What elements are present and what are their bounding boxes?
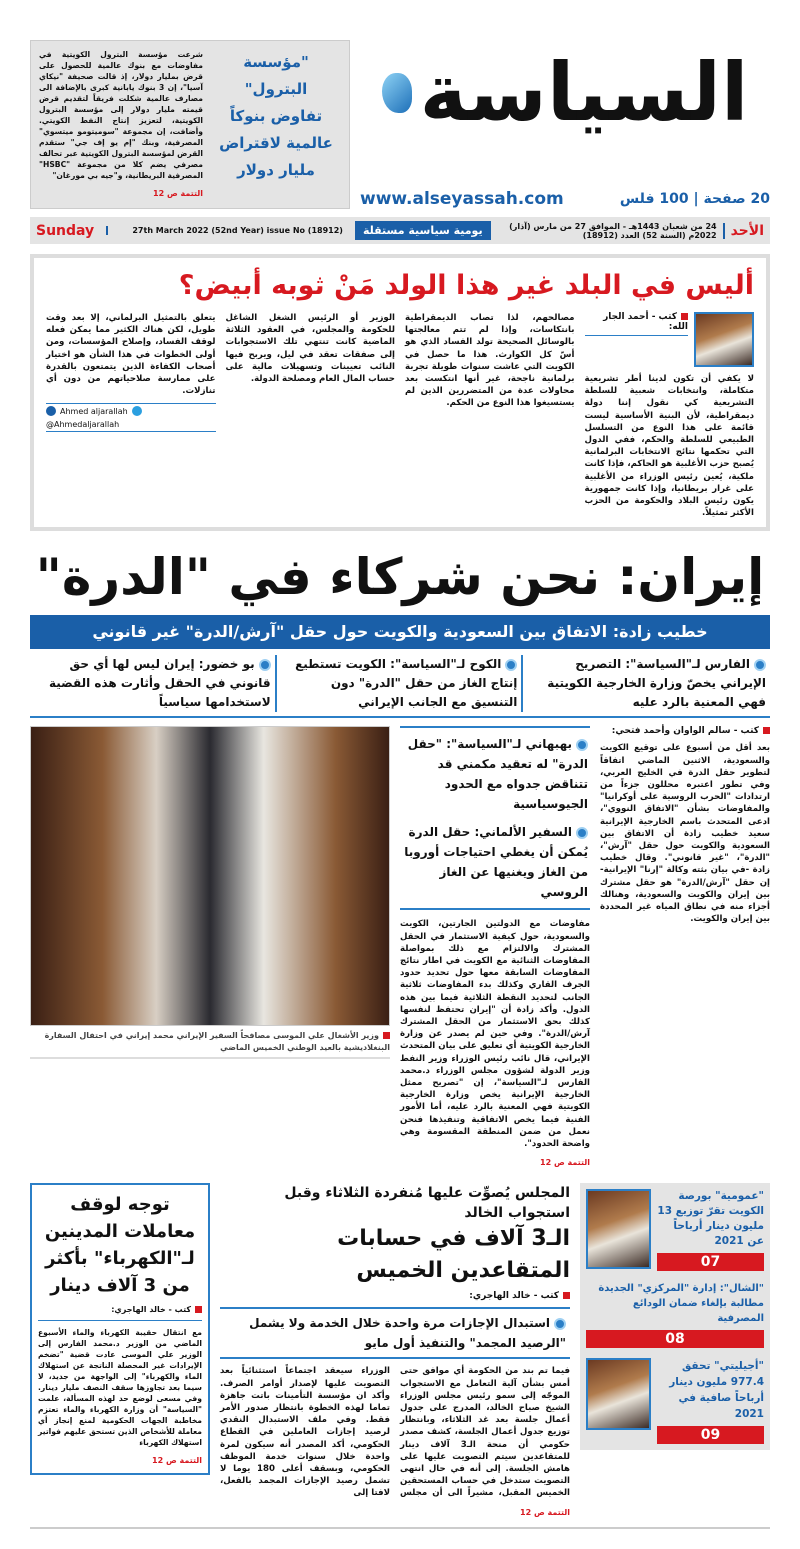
index-box — [580, 1183, 770, 1450]
editorial-columns — [46, 312, 754, 519]
teaser-headline[interactable] — [211, 49, 341, 200]
day-ar: الأحد — [723, 223, 770, 239]
subhead-3[interactable] — [30, 655, 277, 712]
logo-bird-icon — [382, 73, 412, 113]
date-en: 27th March 2022 (52nd Year) issue No (18912) — [106, 226, 349, 235]
main-continued[interactable] — [400, 1150, 590, 1169]
facebook-handle[interactable]: Ahmed aljarallah — [60, 406, 128, 416]
subhead-text: بو خضور: إيران ليس لها أي حق قانوني في الحقل وأثارت هذه القضية لاستخدامها سياسياً — [48, 657, 271, 710]
index-entry-1-text — [657, 1189, 764, 1271]
dateline-bar — [30, 217, 770, 244]
social-links — [46, 403, 216, 432]
facebook-icon — [46, 406, 56, 416]
bottom-continued[interactable] — [220, 1500, 570, 1519]
editorial-headline[interactable]: أليس في البلد غير هذا الولد مَنْ ثوبه أبيض؟ — [178, 270, 754, 301]
teaser-line: تفاوض بنوكاً — [229, 107, 323, 125]
day-en: Sunday — [36, 222, 95, 239]
subhead-1[interactable] — [523, 655, 770, 712]
index-item-2[interactable]: "الشال": إدارة "المركزي" الجديدة مطالبة بإلغاء ضمان الودائع المصرفية — [598, 1283, 764, 1325]
index-item-1[interactable]: "عمومية" بورصة الكويت تقرّ توزيع 13 مليون دينار أرباحاً عن 2021 — [657, 1190, 764, 1248]
index-entry-2 — [586, 1281, 764, 1348]
masthead — [30, 40, 770, 209]
editorial-col-4: يتعلق بالتمثيل البرلماني، إلا بعد وقت طويل، لكن هناك الكثير مما يمكن فعله لوقف الفساد، وإصلاح المؤسسات، ومن أولى الخطوات في هذا الشأن هو اختيار أصحاب الكفاءة الذين يتمتعون بالقدرة على ممارسة صلاحياتهم من دون أي تنازلات. — [46, 313, 216, 397]
inset-text: السفير الألماني: حقل الدرة يُمكن أن يغطي احتياجات أوروبا من الغاز ويغنيها عن الغاز الروسي — [404, 825, 588, 900]
twitter-icon — [132, 406, 142, 416]
twitter-handle[interactable]: @Ahmedaljarallah — [46, 420, 120, 430]
bottom-byline — [220, 1291, 570, 1301]
main-inset-box — [400, 726, 590, 910]
subhead-2[interactable] — [277, 655, 524, 712]
bottom-rule — [30, 1527, 770, 1529]
teaser-line: "مؤسسة البترول" — [243, 53, 309, 98]
main-col-mid-wrap — [400, 726, 590, 1169]
index-page-3[interactable]: 09 — [657, 1426, 764, 1444]
globe-icon — [259, 659, 271, 671]
bottom-col-left: فيما تم بند من الحكومة أي موافق حتى أمس بشأن آلية التعامل مع الاستجواب الموجّه إلى سمو رئيس مجلس الوزراء الشيخ صباح الخالد، المدرج على جدول أعمال جلسة بعد غد الثلاثاء، وبانتظار توزيع جدول أعمال الجلسة، كشف مصدر حكومي أن منحة الـ3 آلاف دينار للمتقاعدين سيتم التصويت عليها على هامش الجلسة. إلى أنه في حال انتهى التصويت ستدخل في حساب المستحقين الخميس المقبل، مشيراً الى أن مجلس الوزراء سيعقد اجتماعاً استثنائياً بعد التصويت عليها لإصدار أوامر الصرف. وأكد ان مؤسسة التأمينات باتت جاهزة تماما لهذه الخطوة بانتظار صدور الأمر فقط. وفي ملف الاستبدال النقدي لرصيد إجازات العاملين في القطاع الحكومي، أكد المصدر أنه سيكون لمرة واحدة خلال سنوات خدمة الموظف الحكومي، وبسقف أعلى 180 يوما لا تشمل رصيد الإجازات المجمد بالفعل، لافتا إلى — [220, 1366, 570, 1499]
editorial-col-4-wrap — [46, 312, 216, 519]
inset-text: بهبهاني لـ"السياسة": "حقل الدرة" له تعقيد مكمني قد تتناقض جدواه مع الحدود الجيوسياسية — [407, 737, 588, 812]
editorial-box — [30, 254, 770, 531]
index-page-2[interactable]: 08 — [586, 1330, 764, 1348]
main-photo-wrap — [30, 726, 390, 1169]
bottom-story — [220, 1183, 570, 1518]
website[interactable]: www.alseyassah.com — [360, 189, 564, 209]
globe-icon — [576, 739, 588, 751]
editorial-author — [585, 312, 755, 367]
main-byline — [600, 726, 770, 736]
bottom-kicker[interactable]: المجلس يُصوِّت عليها مُنفردة الثلاثاء وقبل استجواب الخالد — [284, 1185, 570, 1222]
side-headline[interactable]: توجه لوقف معاملات المدينين لـ"الكهرباء" بأكثر من 3 آلاف دينار — [44, 1194, 196, 1297]
continued-text: التتمة ص 12 — [540, 1158, 590, 1168]
main-story — [30, 726, 770, 1169]
globe-icon — [754, 659, 766, 671]
index-photo-1 — [586, 1189, 651, 1269]
side-story — [30, 1183, 210, 1475]
subhead-text: الفارس لـ"السياسة": التصريح الإيراني يخصّ وزارة الخارجية الكويتية فهي المعنية بالرد عليه — [547, 657, 766, 710]
index-entry-3-text — [657, 1358, 764, 1444]
logo-row — [360, 40, 770, 145]
main-photo — [30, 726, 390, 1026]
main-col-mid: مفاوضات مع الدولتين الجارتين، الكويت والسعودية، حول كيفية الاستثمار في الحقل المشترك والالتزام مع ذلك بمواصلة المفاوضات الثنائية مع الكويت في اطار نتائج المفاوضات السابقة معها حول تحديد حدود الجرف القاري وكذلك بدء المفاوضات ثلاثية الجانب لتحديد النقطة الثلاثية فيما بين هذه الدول. وأكد زادة أن "إيران تحتفظ لنفسها كذلك بحق الاستثمار من الحقل المشترك آرش/الدرة". وفي حين لم يصدر عن وزارة الخارجية الكويتية أي تعليق على بيان المتحدث الإيراني، قال نائب رئيس الوزراء وزير النفط وزير الدولة لشؤون مجلس الوزراء د.محمد الفارس لـ"السياسة"، إن "تصريح ممثل الخارجية الإيرانية يخص وزارة الخارجية الكويتية فهي المعنية بالرد عليه، أما الأمور الفنية فيما يخص الاتفاقية وتنفيذها فنحن نعمل من ضمن المنطقة المقسومة وهي واضحة الحدود". — [400, 919, 590, 1150]
main-headline[interactable]: إيران: نحن شركاء في "الدرة" — [35, 548, 765, 607]
byline-text: كتب - سالم الواوان وأحمد فتحي: — [611, 726, 759, 737]
subheads — [30, 655, 770, 718]
teaser-text — [39, 49, 203, 200]
globe-icon — [505, 659, 517, 671]
teaser-continued[interactable]: التتمة ص 12 — [153, 189, 203, 198]
byline-text: كتب - خالد الهاجري: — [111, 1305, 191, 1315]
byline-text: كتب - خالد الهاجري: — [469, 1291, 559, 1302]
teaser-line: عالمية لاقتراض — [219, 134, 333, 152]
side-continued[interactable]: التتمة ص 12 — [152, 1456, 202, 1466]
globe-icon — [576, 827, 588, 839]
index-item-3[interactable]: "أجيليتي" تحقق 977.4 مليون دينار أرباحاً صافية في 2021 — [669, 1360, 764, 1421]
globe-icon — [554, 1318, 566, 1330]
editorial-col-1: لا يكفي أن تكون لدينا أطر تشريعية متكاملة، وانتخابات شعبية للسلطة التشريعية كي نقول إننا دولة ديمقراطية، لأن البنية الأساسية ليست قائمة على هذا النوع من التسلسل الطبيعي للسلطة والحكم، ففي الدول التي تحكمها نتائج الانتخابات البرلمانية يُصبح حزب الأغلبية هو الحاكم، فإذا كانت ملكية، يُعين رئيس الوزراء من الأغلبية على غرار بريطانيا، وإذا كانت جمهورية يكون رئيس البلاد والحكومة من الحزب الأكثر تمثيلاً. — [584, 374, 754, 519]
index-page-1[interactable]: 07 — [657, 1253, 764, 1271]
main-col-right: بعد أقل من أسبوع على توقيع الكويت والسعودية، الاثنين الماضي اتفاقاً لتطوير حقل الدرة في الخليج العربي، وفي تطور اعتبره محللون جزءاً من ارتدادات "الحرب الروسية على أوكرانيا" والمفاوضات بشأن "الاتفاق النووي"، ادعى المتحدث باسم الخارجية الإيرانية سعيد خطيب زادة أن الاتفاق بين السعودية والكويت حول حقل "آرش"، "الدرة"، "غير قانوني". وقال خطيب زادة -في بيان بثته وكالة "إرنا" الإيرانية- إن حقل "آرش/الدرة" هو حقل مشترك بين إيران والكويت والسعودية، وهنالك أجزاء منه في نطاق المياه غير المحددة بين إيران والكويت. — [600, 743, 770, 925]
editorial-col-1-wrap — [585, 312, 755, 519]
byline-text: كتب - أحمد الجار الله: — [603, 312, 688, 332]
date-ar: 24 من شعبان 1443هـ - الموافق 27 من مارس (آذار) 2022م (السنة 52) العدد (18912) — [509, 221, 717, 240]
teaser-line: مليار دولار — [237, 161, 315, 179]
index-entry-1 — [586, 1189, 764, 1271]
teaser-box — [30, 40, 350, 209]
index-photo-3 — [586, 1358, 651, 1430]
index-entry-3 — [586, 1358, 764, 1444]
tagline: يومية سياسية مستقلة — [355, 221, 491, 240]
author-photo — [694, 312, 754, 367]
main-col-right-wrap — [600, 726, 770, 1169]
continued-text: التتمة ص 12 — [520, 1507, 570, 1517]
subhead-text: الكوح لـ"السياسة": الكويت تستطيع إنتاج الغاز من حقل "الدرة" دون التنسيق مع الجانب الإيراني — [295, 657, 518, 710]
teaser-body: شرعت مؤسسة البترول الكويتية في مفاوضات مع بنوك عالمية للحصول على قرض بمليار دولار، إذ قالت صحيفة "نيكاي آسيا"، إن 3 بنوك يابانية كبرى بالإضافة الى مصارف عالمية شكلت فريقاً لتقديم قرض قيمته مليار دولار إلى مؤسسة البترول الكويتية، لتعزيز إنتاج النفط الكويتي. وأضافت، إن مجموعة "سوميتومو ميتسوي" المصرفية، وبنك "إم يو إف جي" ستقدم القرض لمؤسسة البترول الكويتية عبر تحالف مصرفي يضم كلا من مجموعة "HSBC" المصرفية البريطانية، و"جيه بي مورغان" — [39, 50, 203, 180]
logo: السياسة — [419, 46, 749, 139]
side-body: مع انتقال حقيبة الكهرباء والماء الأسبوع الماضي من الوزير د.محمد الفارس إلى الوزير علي الموسى عادت قضية "تضخم الإيرادات غير المحصلة الناتجة عن استهلاك الماء والكهرباء" إلى الواجهة من جديد، لا سيما بعد تجاوزها سقف النصف مليار دينار. وفي مسعى لوضع حد لهذه المسألة، علمت "السياسة" أن وزارة الكهرباء والماء تعتزم مخاطبة الجهات الحكومية لمنع إنجاز أي معاملة للأشخاص الذين تستحق عليهم فواتير استهلاك الكهرباء — [38, 1328, 202, 1448]
masthead-footer — [360, 189, 770, 209]
caption-text: وزير الأشغال علي الموسى مصافحاً السفير الإيراني محمد إيراني في احتفال السفارة البنغلاديشية بالعيد الوطني الخميس الماضي — [44, 1031, 390, 1053]
bottom-inset[interactable] — [220, 1307, 570, 1359]
side-byline — [38, 1305, 202, 1321]
editorial-byline — [585, 312, 689, 336]
inset-text: استبدال الإجازات مرة واحدة خلال الخدمة ولا يشمل "الرصيد المجمد" والتنفيذ أول مايو — [249, 1316, 566, 1351]
main-banner[interactable]: خطيب زادة: الاتفاق بين السعودية والكويت حول حقل "آرش/الدرة" غير قانوني — [30, 615, 770, 649]
editorial-col-3: الوزير أو الرئيس الشغل الشاغل للحكومة والمجلس، في العقود الثلاثة الماضية كانت تنتهي تلك الاستجوابات إلى صفقات تعقد في ليل، ويربح فيها النائب تعيينات وتسهيلات مالية على حساب المال العام ومصلحة الدولة. — [225, 313, 395, 385]
bottom-headline[interactable]: الـ3 آلاف في حسابات المتقاعدين الخميس — [337, 1226, 570, 1284]
inset-story-2[interactable] — [402, 822, 588, 902]
bottom-section — [30, 1183, 770, 1518]
inset-story-1[interactable] — [402, 734, 588, 814]
pages-price: 20 صفحة | 100 فلس — [619, 191, 770, 207]
logo-area — [360, 40, 770, 209]
editorial-col-2: مصالحهم، لذا تصاب الديمقراطية بانتكاسات، وإذا لم تتم معالجتها بالوسائل الصحيحة تولد الفساد الذي هو أسّ كل الكوارث. هذا ما حصل في الكويت التي عاشت سنوات طويلة تجربة برلمانية ناجحة، غير أنها انتكست بعد محاولات عدة من المتضررين الذين لم يستسيغوا هذا النوع من الحكم. — [405, 313, 575, 409]
photo-caption — [30, 1030, 390, 1059]
